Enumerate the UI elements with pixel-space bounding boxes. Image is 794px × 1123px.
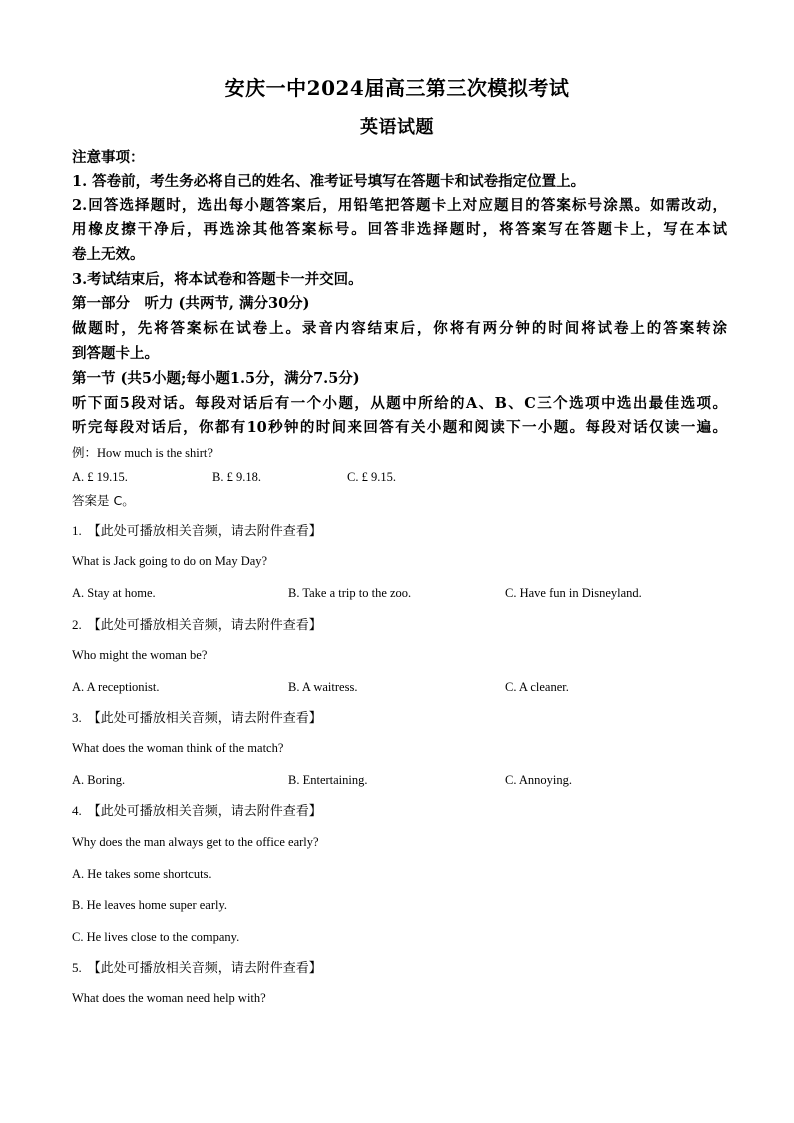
question-number: 2. [72, 617, 82, 632]
part1-desc-line-2: 到答题卡上。 [72, 345, 159, 362]
question-number: 4. [72, 803, 82, 818]
part1-desc-line-1: 做题时，先将答案标在试卷上。录音内容结束后，你将有两分钟的时间将试卷上的答案转涂 [72, 320, 727, 337]
question-1-option-c: C. Have fun in Disneyland. [505, 586, 642, 600]
exam-subtitle: 英语试题 [360, 117, 434, 138]
audio-placeholder-link[interactable]: 【此处可播放相关音频，请去附件查看】 [87, 524, 322, 539]
section1-heading: 第一节 (共5小题;每小题1.5分，满分7.5分) [72, 370, 360, 387]
question-3-audio [72, 710, 322, 727]
question-5-audio [72, 960, 322, 977]
question-4-option-b: B. He leaves home super early. [72, 898, 228, 912]
question-5-text: What does the woman need help with? [72, 991, 266, 1005]
notice-heading: 注意事项： [72, 149, 145, 166]
audio-placeholder-link[interactable]: 【此处可播放相关音频，请去附件查看】 [87, 618, 322, 633]
question-3-text: What does the woman think of the match? [72, 741, 284, 755]
audio-placeholder-link[interactable]: 【此处可播放相关音频，请去附件查看】 [87, 961, 322, 976]
question-2-text: Who might the woman be? [72, 648, 208, 662]
section1-desc-line-2: 听完每段对话后，你都有10秒钟的时间来回答有关小题和阅读下一小题。每段对话仅读一遍。 [72, 419, 727, 436]
notice-item-2-line-1: 2.回答选择题时，选出每小题答案后，用铅笔把答题卡上对应题目的答案标号涂黑。如需改动， [72, 197, 727, 214]
question-4-text: Why does the man always get to the office early? [72, 835, 319, 849]
question-number: 5. [72, 960, 82, 975]
section1-desc-line-1: 听下面5段对话。每段对话后有一个小题，从题中所给的A、B、C三个选项中选出最佳选项。 [72, 395, 727, 412]
question-1-option-b: B. Take a trip to the zoo. [288, 586, 412, 600]
question-4-audio [72, 803, 322, 820]
example-option-a: A. £ 19.15. [72, 470, 128, 484]
question-number: 1. [72, 523, 82, 538]
notice-item-2-line-2: 用橡皮擦干净后，再选涂其他答案标号。回答非选择题时，将答案写在答题卡上，写在本试 [72, 221, 727, 238]
question-1-option-a: A. Stay at home. [72, 586, 156, 600]
question-4-option-c: C. He lives close to the company. [72, 930, 240, 944]
question-2-option-c: C. A cleaner. [505, 680, 569, 694]
example-question: 例：How much is the shirt? [72, 446, 213, 460]
question-3-option-a: A. Boring. [72, 773, 126, 787]
part1-heading: 第一部分 听力 (共两节, 满分30分) [72, 295, 310, 312]
audio-placeholder-link[interactable]: 【此处可播放相关音频，请去附件查看】 [87, 711, 322, 726]
example-answer: 答案是 C。 [72, 493, 135, 508]
question-2-option-a: A. A receptionist. [72, 680, 160, 694]
notice-item-3: 3.考试结束后，将本试卷和答题卡一并交回。 [72, 271, 363, 288]
question-1-audio [72, 523, 322, 540]
notice-item-2-line-3: 卷上无效。 [72, 246, 145, 263]
question-2-option-b: B. A waitress. [288, 680, 358, 694]
question-2-audio [72, 617, 322, 634]
question-3-option-b: B. Entertaining. [288, 773, 368, 787]
exam-title: 安庆一中2024届高三第三次模拟考试 [224, 76, 570, 100]
notice-item-1: 1. 答卷前，考生务必将自己的姓名、准考证号填写在答题卡和试卷指定位置上。 [72, 173, 586, 190]
example-option-c: C. £ 9.15. [347, 470, 396, 484]
question-4-option-a: A. He takes some shortcuts. [72, 867, 212, 881]
question-number: 3. [72, 710, 82, 725]
question-3-option-c: C. Annoying. [505, 773, 573, 787]
example-option-b: B. £ 9.18. [212, 470, 261, 484]
audio-placeholder-link[interactable]: 【此处可播放相关音频，请去附件查看】 [87, 804, 322, 819]
question-1-text: What is Jack going to do on May Day? [72, 554, 268, 568]
